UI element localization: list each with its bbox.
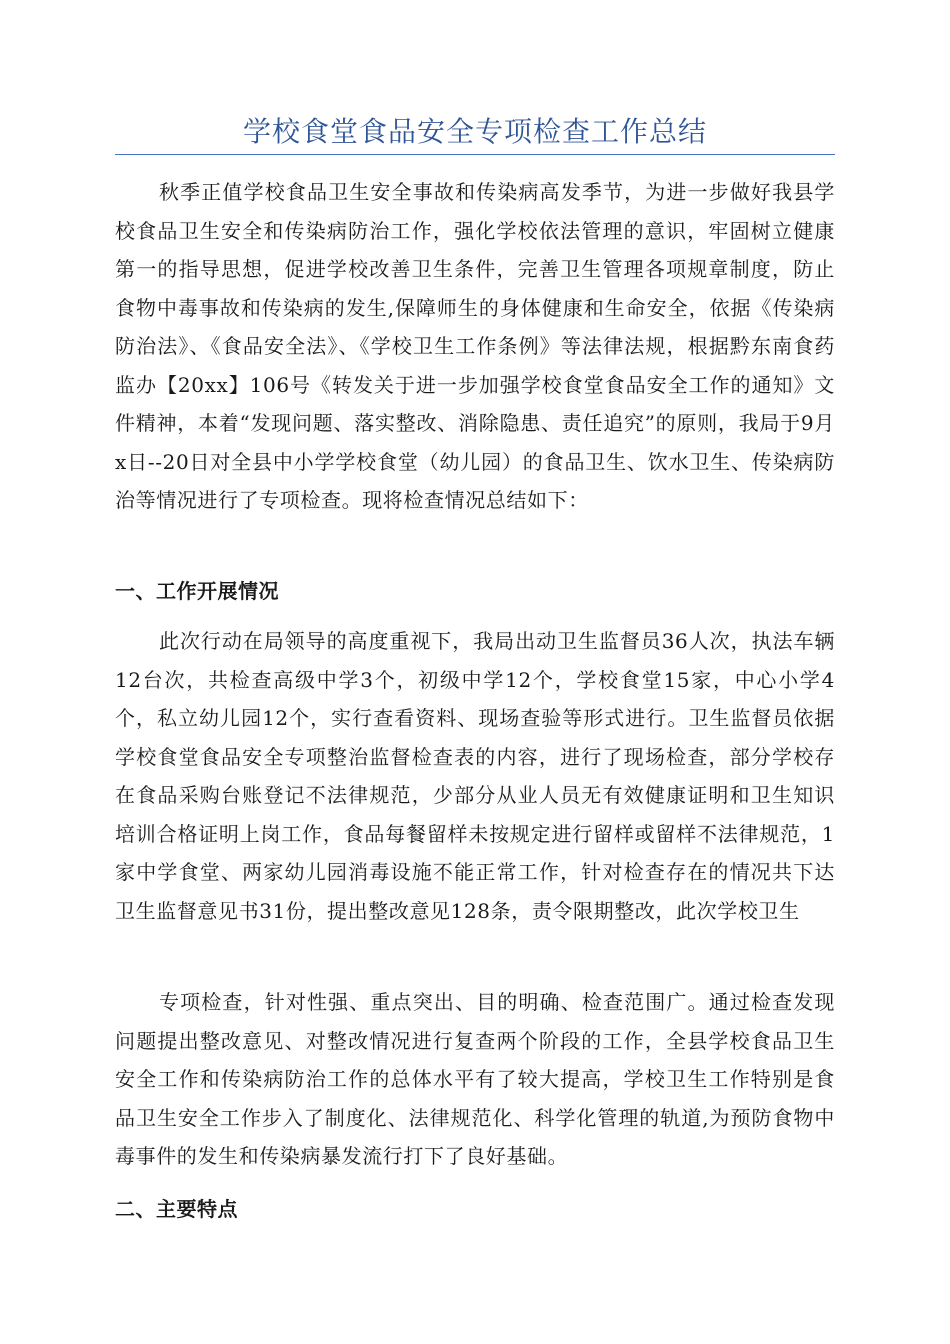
- inspection-summary-paragraph: 专项检查，针对性强、重点突出、目的明确、检查范围广。通过检查发现问题提出整改意见、对整改情况进行复查两个阶段的工作，全县学校食品卫生安全工作和传染病防治工作的总体水平有了较大提高，学校卫生工作特别是食品卫生安全工作步入了制度化、法律规范化、科学化管理的轨道,为预防食物中毒事件的发生和传染病暴发流行打下了良好基础。: [115, 990, 835, 1168]
- section-heading-main-features: 二、主要特点: [115, 1197, 238, 1221]
- section-heading-work-progress: 一、工作开展情况: [115, 579, 279, 603]
- work-progress-paragraph: 此次行动在局领导的高度重视下，我局出动卫生监督员36人次，执法车辆12台次，共检查高级中学3个，初级中学12个，学校食堂15家，中心小学4个，私立幼儿园12个，实行查看资料、现场查验等形式进行。卫生监督员依据学校食堂食品安全专项整治监督检查表的内容，进行了现场检查，部分学校存在食品采购台账登记不法律规范，少部分从业人员无有效健康证明和卫生知识培训合格证明上岗工作，食品每餐留样未按规定进行留样或留样不法律规范，1家中学食堂、两家幼儿园消毒设施不能正常工作，针对检查存在的情况共下达卫生监督意见书31份，提出整改意见128条，责令限期整改，此次学校卫生: [115, 629, 835, 923]
- title-underline: [115, 154, 835, 155]
- intro-paragraph: 秋季正值学校食品卫生安全事故和传染病高发季节，为进一步做好我县学校食品卫生安全和传染病防治工作，强化学校依法管理的意识，牢固树立健康第一的指导思想，促进学校改善卫生条件，完善卫生管理各项规章制度，防止食物中毒事故和传染病的发生,保障师生的身体健康和生命安全，依据《传染病防治法》、《食品安全法》、《学校卫生工作条例》等法律法规，根据黔东南食药监办【20xx】106号《转发关于进一步加强学校食堂食品安全工作的通知》文件精神，本着“发现问题、落实整改、消除隐患、责任追究”的原则，我局于9月x日--20日对全县中小学学校食堂（幼儿园）的食品卫生、饮水卫生、传染病防治等情况进行了专项检查。现将检查情况总结如下：: [115, 180, 835, 512]
- document-title: 学校食堂食品安全专项检查工作总结: [242, 115, 707, 148]
